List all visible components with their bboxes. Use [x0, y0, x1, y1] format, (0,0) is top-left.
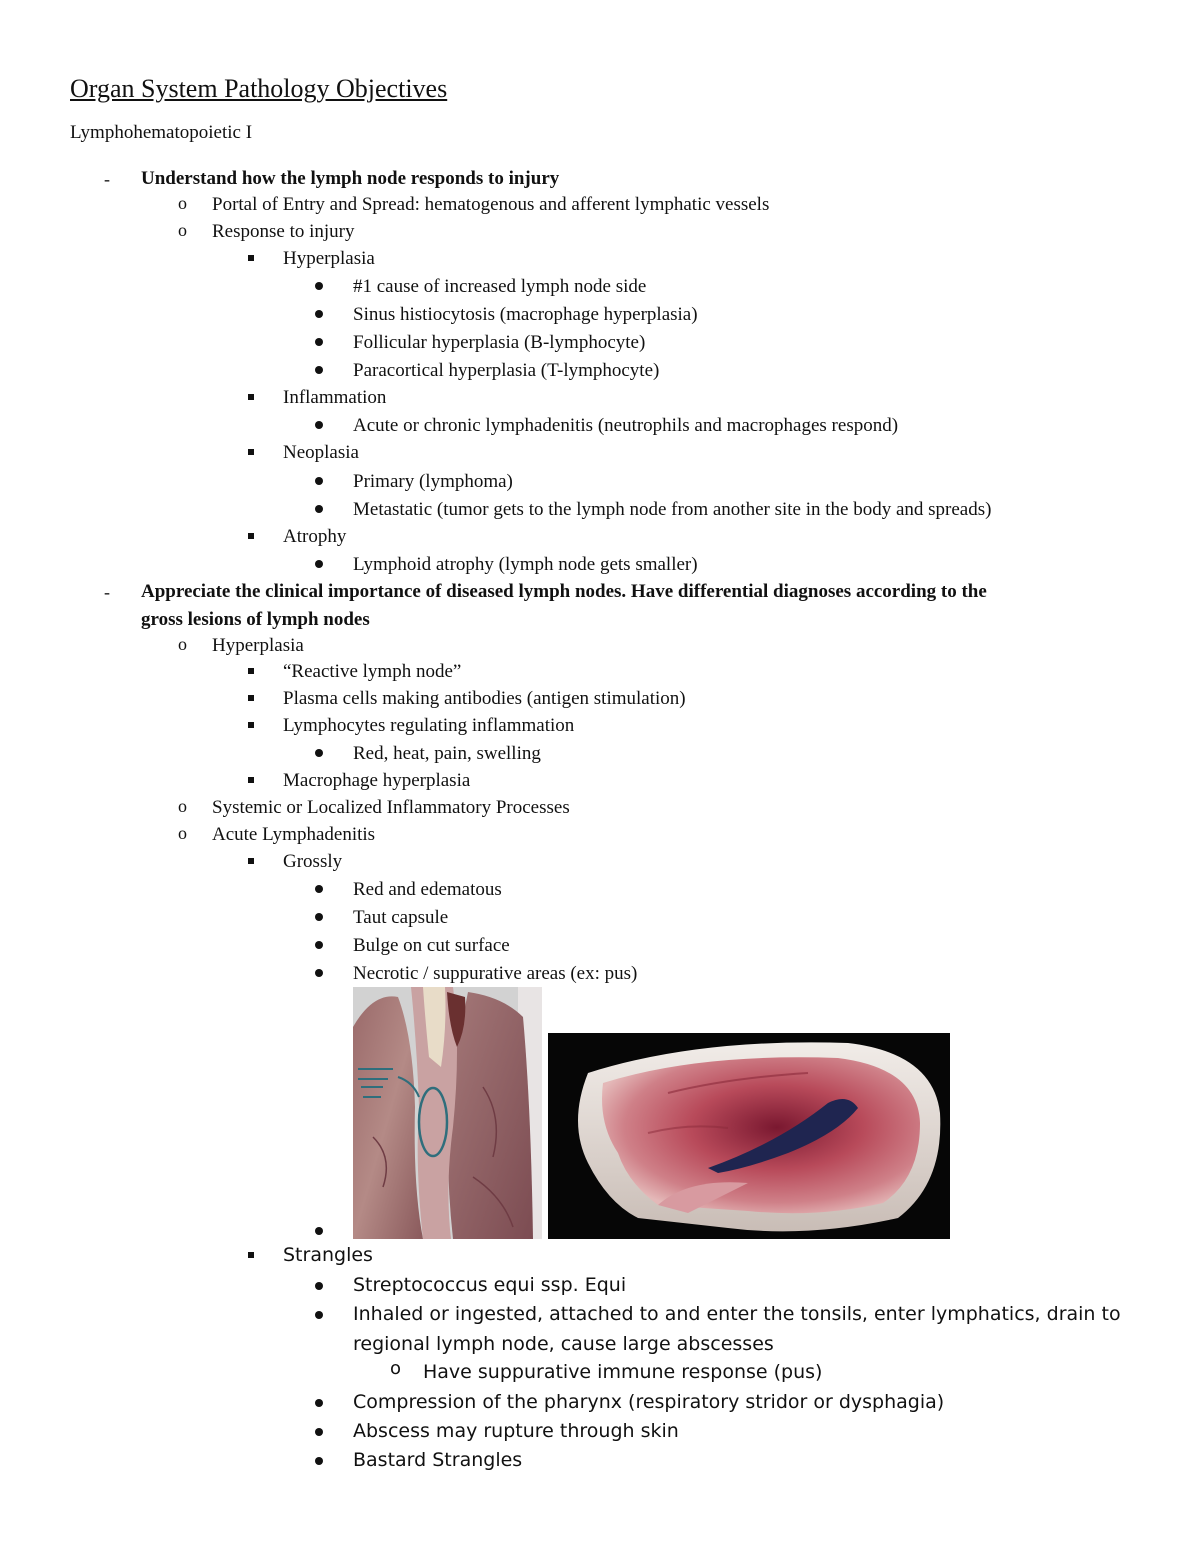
circle-marker: o — [390, 1358, 402, 1379]
compression-item: Compression of the pharynx (respiratory stridor or dysphagia) — [353, 1391, 945, 1413]
abscess-item: Abscess may rupture through skin — [353, 1420, 679, 1442]
square-bullet — [248, 449, 254, 455]
taut-capsule-item: Taut capsule — [353, 907, 449, 928]
round-bullet — [315, 969, 323, 977]
round-bullet — [315, 1399, 323, 1407]
atrophy-heading: Atrophy — [283, 526, 347, 547]
acute-chronic-item: Acute or chronic lymphadenitis (neutrophils and macrophages respond) — [353, 415, 899, 436]
round-bullet — [315, 749, 323, 757]
square-bullet — [248, 668, 254, 674]
round-bullet — [315, 560, 323, 568]
section-subtitle: Lymphohematopoietic I — [70, 122, 253, 143]
metastatic-item: Metastatic (tumor gets to the lymph node from another site in the body and spreads) — [353, 499, 992, 520]
lymph-node-cut-surface-photo — [548, 1033, 950, 1239]
circle-marker: o — [178, 796, 187, 816]
reactive-item: “Reactive lymph node” — [283, 661, 462, 682]
round-bullet — [315, 505, 323, 513]
circle-marker: o — [178, 634, 187, 654]
square-bullet — [248, 394, 254, 400]
round-bullet — [315, 366, 323, 374]
round-bullet — [315, 1428, 323, 1436]
systemic-item: Systemic or Localized Inflammatory Processes — [212, 797, 570, 818]
macrophage-item: Macrophage hyperplasia — [283, 770, 471, 791]
sinus-item: Sinus histiocytosis (macrophage hyperplasia) — [353, 304, 698, 325]
grossly-heading: Grossly — [283, 851, 343, 872]
circle-marker: o — [178, 823, 187, 843]
inhaled-item-line1: Inhaled or ingested, attached to and enter the tonsils, enter lymphatics, drain to — [353, 1303, 1121, 1325]
round-bullet — [315, 1457, 323, 1465]
suppurative-item: Have suppurative immune response (pus) — [423, 1361, 823, 1383]
red-heat-item: Red, heat, pain, swelling — [353, 743, 541, 764]
objective-2-line1: Appreciate the clinical importance of diseased lymph nodes. Have differential diagnoses according to the — [141, 581, 987, 602]
bastard-strangles-item: Bastard Strangles — [353, 1449, 523, 1471]
round-bullet — [315, 477, 323, 485]
acute-lymphadenitis-heading: Acute Lymphadenitis — [212, 824, 376, 845]
round-bullet — [315, 1311, 323, 1319]
round-bullet — [315, 941, 323, 949]
paracortical-item: Paracortical hyperplasia (T-lymphocyte) — [353, 360, 660, 381]
lung-lymph-node-photo — [353, 987, 542, 1239]
square-bullet — [248, 722, 254, 728]
dash-marker: - — [104, 582, 110, 602]
primary-item: Primary (lymphoma) — [353, 471, 513, 492]
round-bullet — [315, 885, 323, 893]
inflammation-heading: Inflammation — [283, 387, 387, 408]
red-edematous-item: Red and edematous — [353, 879, 502, 900]
circle-marker: o — [178, 220, 187, 240]
objective-1: Understand how the lymph node responds to injury — [141, 168, 560, 189]
square-bullet — [248, 255, 254, 261]
square-bullet — [248, 1252, 254, 1258]
cause-item: #1 cause of increased lymph node side — [353, 276, 647, 297]
follicular-item: Follicular hyperplasia (B-lymphocyte) — [353, 332, 646, 353]
objective-2-line2: gross lesions of lymph nodes — [141, 609, 370, 630]
square-bullet — [248, 858, 254, 864]
square-bullet — [248, 777, 254, 783]
necrotic-item: Necrotic / suppurative areas (ex: pus) — [353, 963, 638, 984]
round-bullet — [315, 338, 323, 346]
response-to-injury: Response to injury — [212, 221, 355, 242]
hyperplasia-heading: Hyperplasia — [283, 248, 375, 269]
square-bullet — [248, 533, 254, 539]
bulge-item: Bulge on cut surface — [353, 935, 510, 956]
round-bullet — [315, 913, 323, 921]
neoplasia-heading: Neoplasia — [283, 442, 359, 463]
round-bullet — [315, 1227, 323, 1235]
round-bullet — [315, 1282, 323, 1290]
circle-marker: o — [178, 193, 187, 213]
page-title: Organ System Pathology Objectives — [70, 74, 448, 103]
inhaled-item-line2: regional lymph node, cause large abscesses — [353, 1333, 774, 1355]
hyperplasia-heading-2: Hyperplasia — [212, 635, 304, 656]
square-bullet — [248, 695, 254, 701]
dash-marker: - — [104, 169, 110, 189]
plasma-item: Plasma cells making antibodies (antigen stimulation) — [283, 688, 686, 709]
lymphoid-atrophy-item: Lymphoid atrophy (lymph node gets smaller) — [353, 554, 698, 575]
strangles-heading: Strangles — [283, 1244, 373, 1266]
round-bullet — [315, 282, 323, 290]
lymphocytes-item: Lymphocytes regulating inflammation — [283, 715, 575, 736]
round-bullet — [315, 310, 323, 318]
strep-item: Streptococcus equi ssp. Equi — [353, 1274, 627, 1296]
portal-of-entry: Portal of Entry and Spread: hematogenous and afferent lymphatic vessels — [212, 194, 770, 215]
round-bullet — [315, 421, 323, 429]
